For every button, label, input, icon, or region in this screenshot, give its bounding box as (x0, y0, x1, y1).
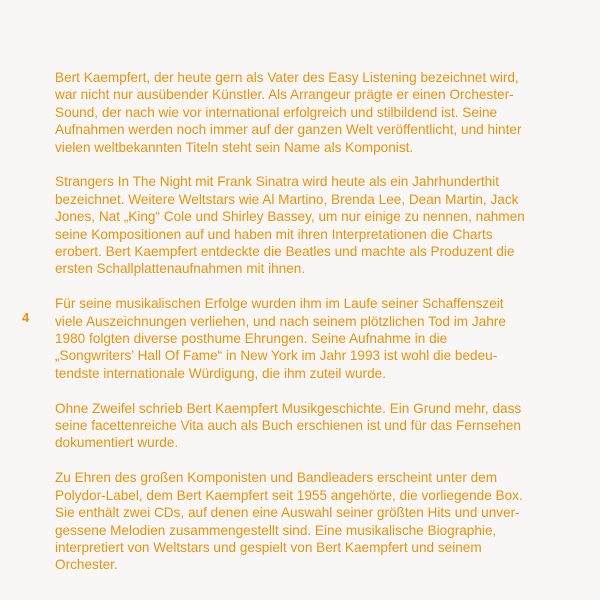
text-line: vielen weltbekannten Titeln steht sein Name als Komponist. (55, 139, 414, 155)
text-line: Aufnahmen werden noch immer auf der ganzen Welt veröffentlicht, und hinter (55, 122, 522, 138)
text-line: tendste internationale Würdigung, die ihm zuteil wurde. (55, 365, 386, 381)
text-line: Sound, der nach wie vor international erfolgreich und stilbildend ist. Seine (55, 104, 498, 120)
text-line: ersten Schallplattenaufnahmen mit ihnen. (55, 261, 306, 277)
page-number: 4 (22, 310, 30, 325)
text-line: viele Auszeichnungen verliehen, und nach seinem plötzlichen Tod im Jahre (55, 313, 506, 329)
text-line: gessene Melodien zusammengestellt sind. Eine musikalische Biographie, (55, 522, 497, 538)
text-line: bezeichnet. Weitere Weltstars wie Al Martino, Brenda Lee, Dean Martin, Jack (55, 191, 519, 207)
text-line: Bert Kaempfert, der heute gern als Vater des Easy Listening bezeichnet wird, (55, 70, 519, 85)
text-line: Sie enthält zwei CDs, auf denen eine Auswahl seiner größten Hits und unver- (55, 505, 520, 521)
paragraph-box (55, 469, 570, 573)
text-line: dokumentiert wurde. (55, 435, 179, 451)
text-line: Zu Ehren des großen Komponisten und Bandleaders erscheint unter dem (55, 470, 498, 486)
text-line: seine facettenreiche Vita auch als Buch erschienen ist und für das Fernsehen (55, 418, 521, 434)
text-line: Polydor-Label, dem Bert Kaempfert seit 1955 angehörte, die vorliegende Box. (55, 487, 523, 503)
paragraph-intro (55, 69, 570, 156)
text-line: 1980 folgten diverse posthume Ehrungen. Seine Aufnahme in die (55, 331, 448, 347)
text-line: seine Kompositionen auf und haben mit ihren Interpretationen die Charts (55, 226, 493, 242)
text-line: erobert. Bert Kaempfert entdeckte die Beatles und machte als Produzent die (55, 244, 515, 260)
text-line: interpretiert von Weltstars und gespielt von Bert Kaempfert und seinem (55, 539, 482, 555)
paragraph-awards (55, 295, 570, 382)
text-line: Orchester. (55, 557, 118, 573)
text-line: war nicht nur ausübender Künstler. Als Arrangeur prägte er einen Orchester- (55, 87, 514, 103)
paragraph-history (55, 400, 570, 452)
text-line: Ohne Zweifel schrieb Bert Kaempfert Musikgeschichte. Ein Grund mehr, dass (55, 400, 522, 416)
paragraph-strangers (55, 173, 570, 277)
text-line: „Songwriters’ Hall Of Fame“ in New York im Jahr 1993 ist wohl die bedeu- (55, 348, 498, 364)
body-text (55, 69, 570, 591)
text-line: Für seine musikalischen Erfolge wurden ihm im Laufe seiner Schaffenszeit (55, 296, 504, 312)
text-line: Jones, Nat „King“ Cole und Shirley Bassey, um nur einige zu nennen, nahmen (55, 209, 525, 225)
text-line: Strangers In The Night mit Frank Sinatra wird heute als ein Jahrhunderthit (55, 174, 500, 190)
